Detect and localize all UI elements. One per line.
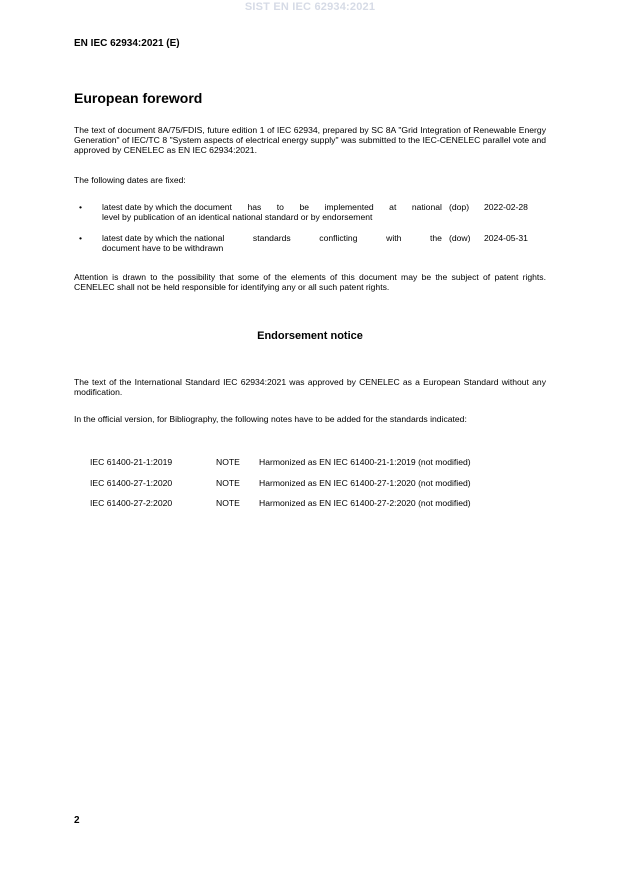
bibliography-intro-paragraph: In the official version, for Bibliography, the following notes have to be added for the standards indicated: <box>74 414 467 424</box>
date-item-description <box>102 202 442 222</box>
description-word: with <box>386 233 402 243</box>
date-value: 2024-05-31 <box>484 233 528 243</box>
bullet-icon: • <box>79 233 83 243</box>
bullet-icon: • <box>79 202 83 212</box>
description-line-2: document have to be withdrawn <box>102 243 224 253</box>
description-word: conflicting <box>319 233 358 243</box>
standard-reference: IEC 61400-27-2:2020 <box>90 498 173 508</box>
bibliography-note-row <box>90 498 550 508</box>
endorsement-text-paragraph: The text of the International Standard IEC 62934:2021 was approved by CENELEC as a European Standard without any modification. <box>74 377 546 397</box>
bibliography-note-row <box>90 478 550 488</box>
document-id-header: EN IEC 62934:2021 (E) <box>74 38 180 49</box>
date-code: (dow) <box>449 233 471 243</box>
description-word: national <box>411 202 442 212</box>
date-code: (dop) <box>449 202 470 212</box>
note-label: NOTE <box>216 498 240 508</box>
description-word: latest date by which the document <box>102 202 232 212</box>
date-item-dop <box>74 202 546 224</box>
note-label: NOTE <box>216 478 240 488</box>
description-word: implemented <box>324 202 374 212</box>
date-item-description <box>102 233 442 253</box>
note-text: Harmonized as EN IEC 61400-27-1:2020 (not modified) <box>259 478 471 488</box>
description-word: latest date by which the national <box>102 233 225 243</box>
note-text: Harmonized as EN IEC 61400-27-2:2020 (not modified) <box>259 498 471 508</box>
date-value: 2022-02-28 <box>484 202 528 212</box>
note-label: NOTE <box>216 457 240 467</box>
attention-paragraph: Attention is drawn to the possibility that some of the elements of this document may be the subject of patent rights. CENELEC shall not be held responsible for identifying any or all such patent rights. <box>74 272 546 292</box>
description-word: standards <box>252 233 291 243</box>
standard-reference: IEC 61400-27-1:2020 <box>90 478 173 488</box>
foreword-intro-paragraph: The text of document 8A/75/FDIS, future edition 1 of IEC 62934, prepared by SC 8A "Grid Integration of Renewable Energy Generation" of IEC/TC 8 "System aspects of electrical energy supply" was submitted to the IEC-CENELEC parallel vote and approved by CENELEC as EN IEC 62934:2021. <box>74 125 546 155</box>
watermark: SIST EN IEC 62934:2021 <box>244 1 376 13</box>
description-word: has <box>247 202 262 212</box>
foreword-heading: European foreword <box>74 90 203 106</box>
standard-reference: IEC 61400-21-1:2019 <box>90 457 173 467</box>
description-word: the <box>430 233 442 243</box>
endorsement-heading: Endorsement notice <box>257 330 363 342</box>
bibliography-note-row <box>90 457 550 467</box>
note-text: Harmonized as EN IEC 61400-21-1:2019 (not modified) <box>259 457 471 467</box>
description-line-2: level by publication of an identical national standard or by endorsement <box>102 212 373 222</box>
description-word: at <box>389 202 397 212</box>
description-word: to <box>276 202 284 212</box>
date-item-dow <box>74 233 546 255</box>
description-word: be <box>299 202 309 212</box>
page-number: 2 <box>74 815 80 826</box>
dates-intro-paragraph: The following dates are fixed: <box>74 175 186 185</box>
